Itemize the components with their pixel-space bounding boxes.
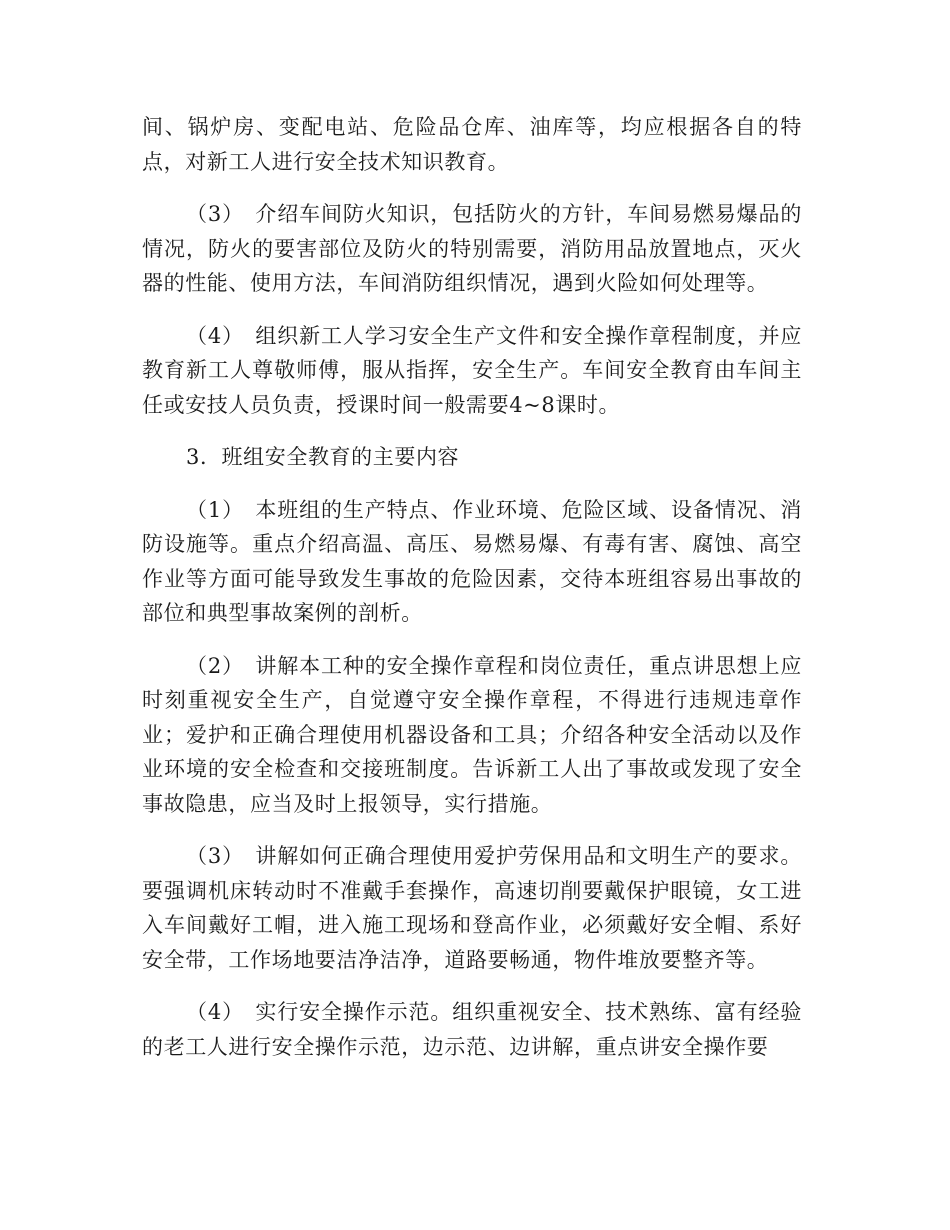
paragraph-continued: 间、锅炉房、变配电站、危险品仓库、油库等，均应根据各自的特点，对新工人进行安全技术知识教育。: [142, 115, 802, 174]
document-body: [142, 110, 802, 1082]
paragraph-workshop-item-3: （3） 介绍车间防火知识，包括防火的方针，车间易燃易爆品的情况，防火的要害部位及防火的特别需要，消防用品放置地点，灭火器的性能、使用方法，车间消防组织情况，遇到火险如何处理等。: [142, 202, 802, 295]
paragraph-workshop-item-4: （4） 组织新工人学习安全生产文件和安全操作章程制度，并应教育新工人尊敬师傅，服从指挥，安全生产。车间安全教育由车间主任或安技人员负责，授课时间一般需要4~8课时。: [142, 323, 802, 417]
paragraph-team-item-4: （4） 实行安全操作示范。组织重视安全、技术熟练、富有经验的老工人进行安全操作示范，边示范、边讲解，重点讲安全操作要: [142, 1000, 802, 1059]
section-heading: 3．班组安全教育的主要内容: [186, 445, 460, 469]
paragraph-team-item-2: （2） 讲解本工种的安全操作章程和岗位责任，重点讲思想上应时刻重视安全生产，自觉遵守安全操作章程，不得进行违规违章作业；爱护和正确合理使用机器设备和工具；介绍各种安全活动以及作业环境的安全检查和交接班制度。告诉新工人出了事故或发现了安全事故隐患，应当及时上报领导，实行措施。: [142, 653, 802, 816]
paragraph-team-item-3: （3） 讲解如何正确合理使用爱护劳保用品和文明生产的要求。要强调机床转动时不准戴手套操作，高速切削要戴保护眼镜，女工进入车间戴好工帽，进入施工现场和登高作业，必须戴好安全帽、系好安全带，工作场地要洁净洁净，道路要畅通，物件堆放要整齐等。: [142, 844, 802, 972]
paragraph-team-item-1: （1） 本班组的生产特点、作业环境、危险区域、设备情况、消防设施等。重点介绍高温、高压、易燃易爆、有毒有害、腐蚀、高空作业等方面可能导致发生事故的危险因素，交待本班组容易出事故的部位和典型事故案例的剖析。: [142, 497, 802, 625]
